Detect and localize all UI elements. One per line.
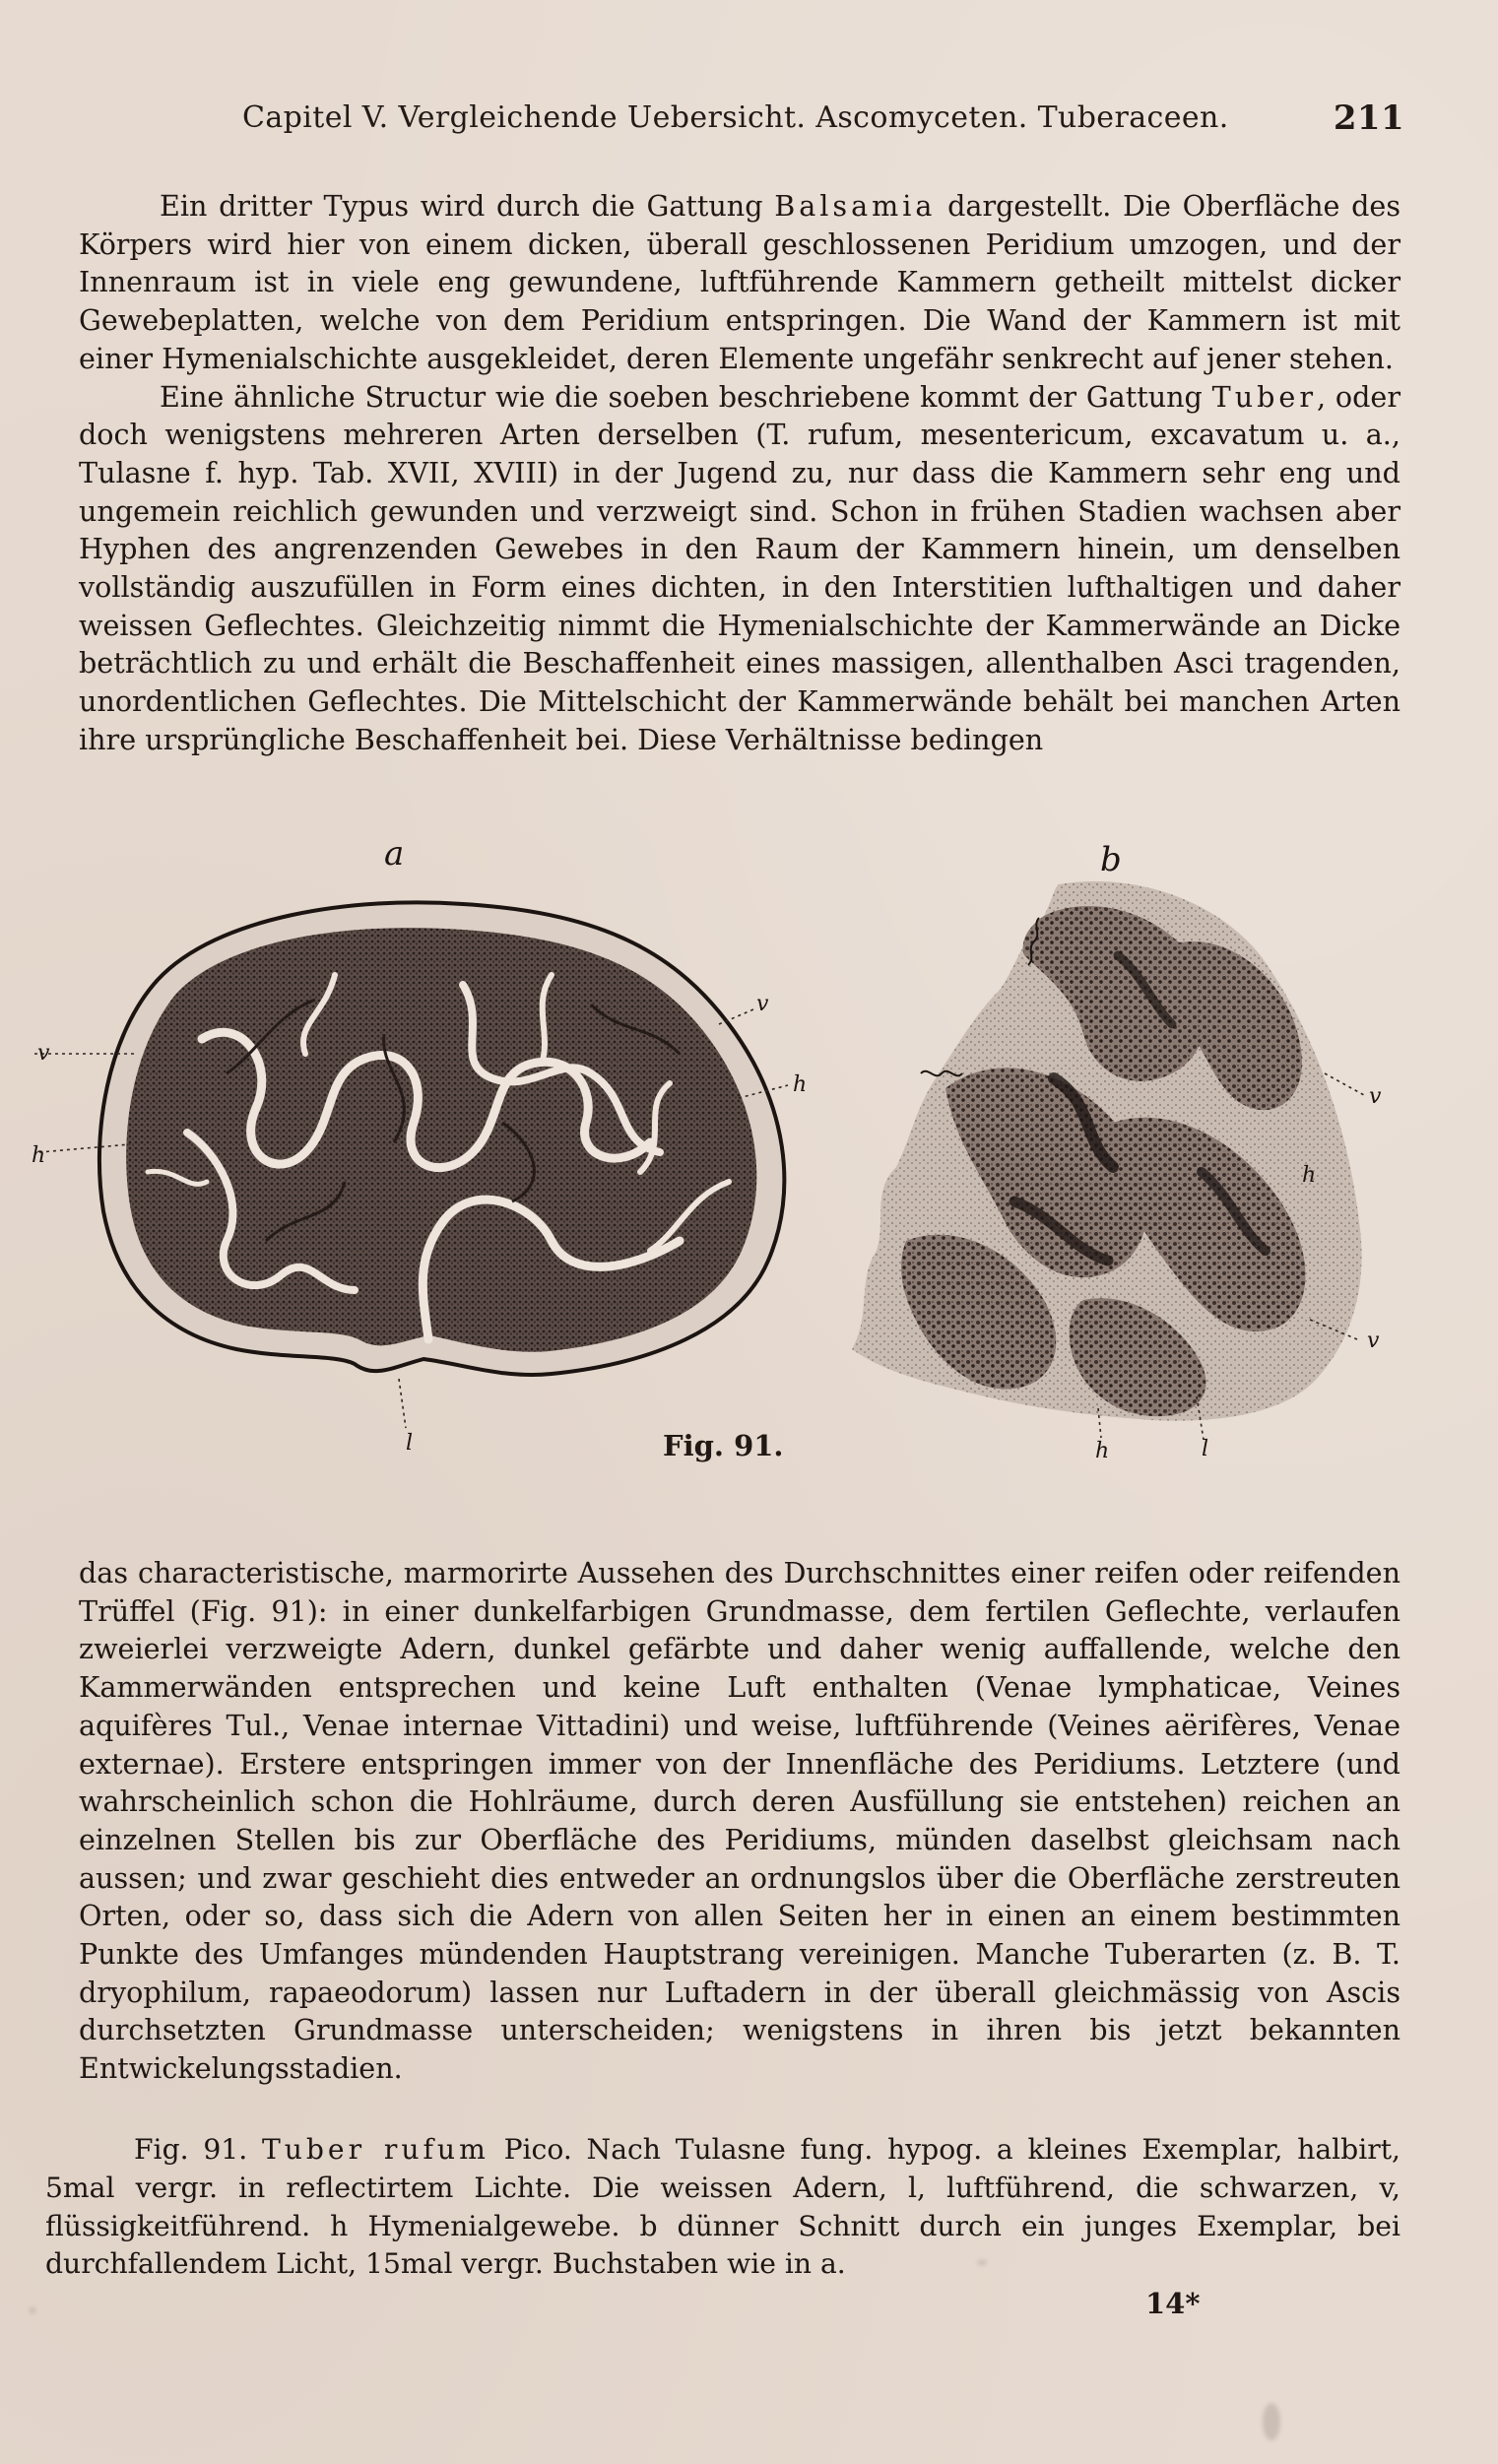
- running-head-title: Capitel V. Vergleichende Uebersicht. Ascomyceten. Tuberaceen.: [242, 100, 1229, 135]
- paragraph-tuber: [79, 378, 1400, 759]
- paragraph-balsamia: [79, 187, 1400, 378]
- page-number: 211: [1333, 98, 1404, 138]
- figure-a-tuber-section: [32, 834, 807, 1456]
- genus-name-balsamia: Balsamia: [774, 189, 937, 223]
- letter-v-b-top: v: [1369, 1084, 1382, 1109]
- genus-name-tuber: Tuber: [1211, 379, 1318, 414]
- paragraph-1-part-1: Ein dritter Typus wird durch die Gattung: [160, 189, 775, 223]
- letter-l-b-bottom: l: [1202, 1437, 1209, 1461]
- caption-species-name: Tuber rufum: [261, 2133, 489, 2166]
- figure-caption: [45, 2131, 1400, 2284]
- letter-v-b-bottom: v: [1367, 1329, 1380, 1353]
- figure-illustration: [32, 827, 1458, 1497]
- signature-mark: 14*: [1145, 2287, 1201, 2320]
- letter-h-right: h: [793, 1072, 808, 1097]
- letter-l-bottom: l: [406, 1431, 414, 1456]
- letter-v-right: v: [756, 992, 769, 1016]
- letter-h-b-bottom: h: [1095, 1439, 1110, 1463]
- figure-91: [32, 827, 1458, 1497]
- running-head: [242, 100, 1404, 142]
- figure-b-thin-section: [852, 840, 1382, 1463]
- paper-mark-bottom-right: [1263, 2403, 1280, 2440]
- caption-prefix: Fig. 91.: [134, 2133, 262, 2166]
- letter-v-left: v: [37, 1041, 50, 1066]
- bottom-text-block: [79, 1554, 1400, 2088]
- top-text-block: [79, 187, 1400, 759]
- letter-h-left: h: [32, 1143, 46, 1168]
- caption-paragraph: [45, 2131, 1400, 2284]
- figure-panel-b-label: b: [1100, 840, 1122, 879]
- caption-text: Pico. Nach Tulasne fung. hypog. a kleines Exemplar, halbirt, 5mal vergr. in reflectirtem Lichte. Die weissen Adern, l, luftführend, die schwarzen, v, flüssigkeitführend. h Hymenialgewebe. b dünner Schnitt durch ein junges Exemplar, bei durchfallendem Licht, 15mal vergr. Buchstaben wie in a.: [45, 2133, 1400, 2281]
- letter-h-b: h: [1302, 1163, 1317, 1188]
- paragraph-2-part-1: Eine ähnliche Structur wie die soeben beschriebene kommt der Gattung: [160, 379, 1212, 414]
- paragraph-1-part-2: dargestellt. Die Oberfläche des Körpers wird hier von einem dicken, überall geschlossenen Peridium umzogen, und der Innenraum ist in viele eng gewundene, luftführende Kammern getheilt mittelst dicker Gewebeplatten, welche von dem Peridium entspringen. Die Wand der Kammern ist mit einer Hymenialschichte ausgekleidet, deren Elemente ungefähr senkrecht auf jener stehen.: [79, 189, 1401, 375]
- paragraph-marbled-description: das characteristische, marmorirte Aussehen des Durchschnittes einer reifen oder reifenden Trüffel (Fig. 91): in einer dunkelfarbigen Grundmasse, dem fertilen Geflechte, verlaufen zweierlei verzweigte Adern, dunkel gefärbte und daher wenig auffallende, welche den Kammerwänden entsprechen und keine Luft enthalten (Venae lymphaticae, Veines aquifères Tul., Venae internae Vittadini) und weise, luftführende (Veines aërifères, Venae externae). Erstere entspringen immer von der Innenfläche des Peridiums. Letztere (und wahrscheinlich schon die Hohlräume, durch deren Ausfüllung sie entstehen) reichen an einzelnen Stellen bis zur Oberfläche des Peridiums, münden daselbst gleichsam nach aussen; und zwar geschieht dies entweder an ordnungslos über die Oberfläche zerstreuten Orten, oder so, dass sich die Adern von allen Seiten her in einen an einem bestimmten Punkte des Umfanges mündenden Hauptstrang vereinigen. Manche Tuberarten (z. B. T. dryophilum, rapaeodorum) lassen nur Luftadern in der überall gleichmässig von Ascis durchsetzten Grundmasse unterscheiden; wenigstens in ihren bis jetzt bekannten Entwickelungsstadien.: [79, 1556, 1400, 2086]
- figure-panel-a-label: a: [384, 834, 405, 874]
- ink-dot-left: [30, 2307, 35, 2313]
- figure-label: Fig. 91.: [663, 1429, 784, 1462]
- paragraph-2-part-2: , oder doch wenigstens mehreren Arten derselben (T. rufum, mesentericum, excavatum u. a., Tulasne f. hyp. Tab. XVII, XVIII) in der Jugend zu, nur dass die Kammern sehr eng und ungemein reichlich gewunden und verzweigt sind. Schon in frühen Stadien wachsen aber Hyphen des angrenzenden Gewebes in den Raum der Kammern hinein, um denselben vollständig auszufüllen in Form eines dichten, in den Interstitien lufthaltigen und daher weissen Geflechtes. Gleichzeitig nimmt die Hymenialschichte der Kammerwände an Dicke beträchtlich zu und erhält die Beschaffenheit eines massigen, allenthalben Asci tragenden, unordentlichen Geflechtes. Die Mittelschicht der Kammerwände behält bei manchen Arten ihre ursprüngliche Beschaffenheit bei. Diese Verhältnisse bedingen: [79, 379, 1400, 756]
- ink-dot-right: [977, 2260, 987, 2265]
